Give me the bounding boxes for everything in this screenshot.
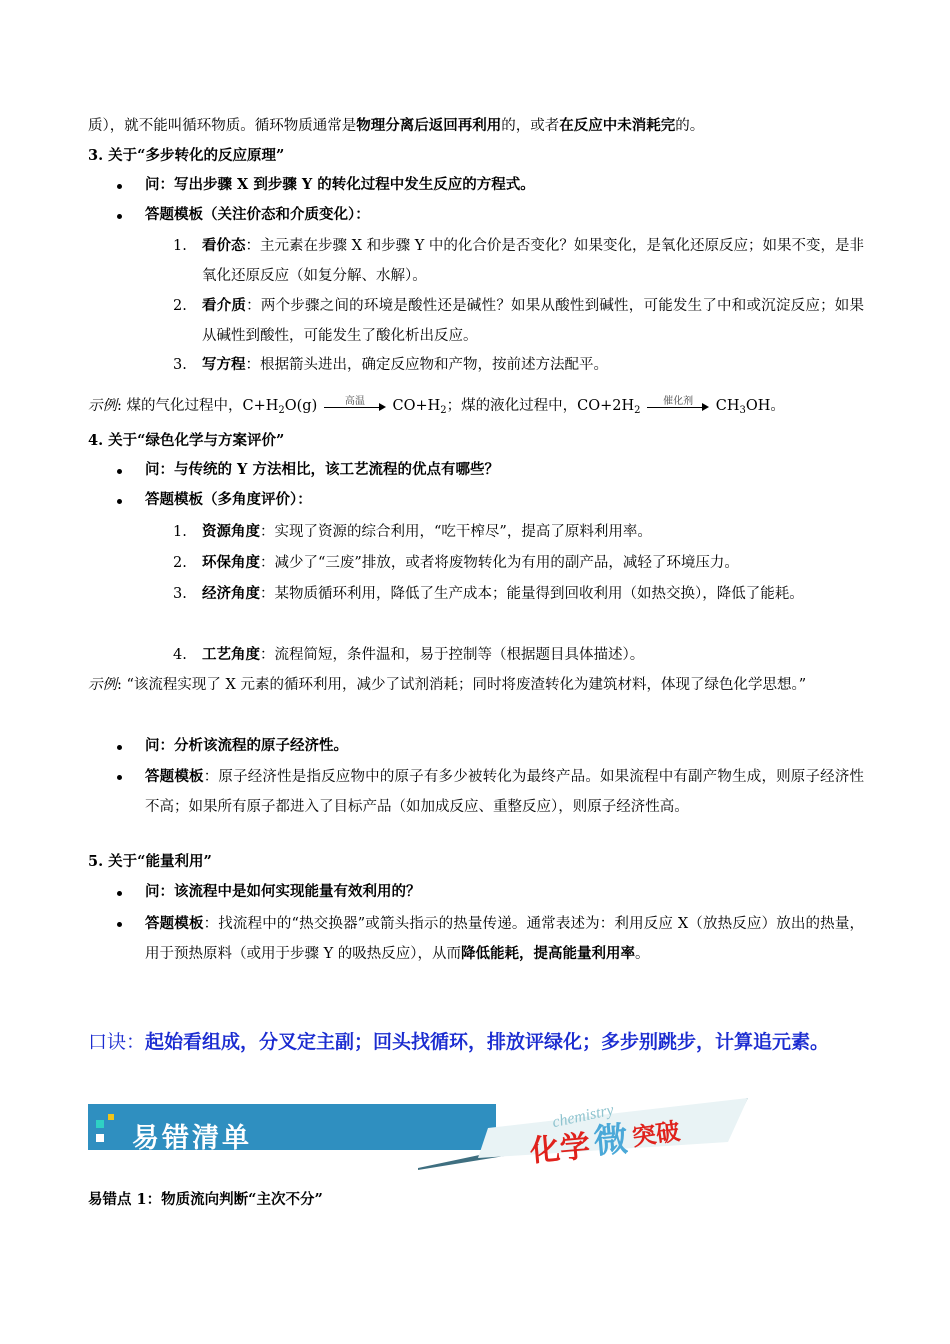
template-atom-economy xyxy=(145,762,864,822)
list-number: 3. xyxy=(173,586,187,602)
item-key: 环保角度 xyxy=(202,554,260,571)
list-number: 3. xyxy=(173,357,187,373)
text: 质），就不能叫循环物质。循环物质通常是 xyxy=(88,118,357,134)
list-item xyxy=(202,579,864,609)
item-text: ：找流程中的“热交换器”或箭头指示的热量传递。通常表述为：利用反应 X（放热反应）放出的热量，用于预热原料（或用于步骤 Y 的吸热反应），从而 xyxy=(145,916,864,962)
list-number: 1. xyxy=(173,524,187,540)
bold-text: 物理分离后返回再利用 xyxy=(356,117,502,134)
error-point-1: 易错点 1：物质流向判断“主次不分” xyxy=(88,1191,323,1208)
list-item xyxy=(202,350,864,380)
text: 的，或者 xyxy=(501,118,560,134)
mnemonic-label: 口诀： xyxy=(88,1031,146,1053)
reaction-condition: 高温 xyxy=(344,396,365,407)
template-energy xyxy=(145,909,864,969)
template-3-heading: 答题模板（关注价态和介质变化）： xyxy=(145,206,370,223)
text: O(g) xyxy=(284,398,318,414)
bullet-icon xyxy=(117,922,122,927)
bullet-icon xyxy=(117,775,122,780)
example-label: 示例 xyxy=(88,677,117,693)
bold-text: 在反应中未消耗完 xyxy=(559,117,676,134)
mnemonic-text: 起始看组成，分叉定主副；回头找循环，排放评绿化；多步别跳步，计算追元素。 xyxy=(145,1031,830,1053)
subscript: 2 xyxy=(440,405,447,416)
list-item xyxy=(202,231,864,291)
item-text: ：原子经济性是指反应物中的原子有多少被转化为最终产品。如果流程中有副产物生成，则原子经济性不高；如果所有原子都进入了目标产品（如加成反应、重整反应），则原子经济性高。 xyxy=(145,769,865,815)
question-4: 问：与传统的 Y 方法相比，该工艺流程的优点有哪些？ xyxy=(145,461,499,478)
bullet-icon xyxy=(117,184,122,189)
bullet-icon xyxy=(117,891,122,896)
item-text: ：减少了“三废”排放，或者将废物转化为有用的副产品，减轻了环境压力。 xyxy=(260,555,739,571)
item-text: ：某物质循环利用，降低了生产成本；能量得到回收利用（如热交换），降低了能耗。 xyxy=(260,586,804,602)
subscript: 2 xyxy=(634,405,641,416)
subscript: 3 xyxy=(739,405,746,416)
banner-title: 易错清单 xyxy=(132,1123,252,1154)
section-banner xyxy=(88,1098,748,1170)
bullet-icon xyxy=(117,214,122,219)
list-item xyxy=(202,548,864,578)
item-key: 资源角度 xyxy=(202,523,260,540)
text: ；煤的液化过程中，CO+2H xyxy=(446,398,635,414)
bold-text: 降低能耗 xyxy=(461,945,520,962)
item-text: ：实现了资源的综合利用，“吃干榨尽”，提高了原料利用率。 xyxy=(260,524,652,540)
item-key: 看介质 xyxy=(202,297,247,314)
list-number: 4. xyxy=(173,647,187,663)
text: CO+H xyxy=(392,398,441,414)
text: 的。 xyxy=(675,118,705,134)
question-3: 问：写出步骤 X 到步骤 Y 的转化过程中发生反应的方程式。 xyxy=(145,176,535,193)
logo-tail: 突破 xyxy=(630,1117,682,1152)
item-key: 写方程 xyxy=(202,356,246,373)
subscript: 2 xyxy=(278,405,285,416)
text: 。 xyxy=(635,946,650,962)
paragraph-circulation xyxy=(88,116,704,136)
reaction-arrow-icon xyxy=(322,396,388,416)
list-number: 2. xyxy=(173,298,187,314)
text: : “该流程实现了 X 元素的循环利用，减少了试剂消耗；同时将废渣转化为建筑材料，体现了绿色化学思想。” xyxy=(117,677,807,693)
item-key: 答题模板 xyxy=(145,768,204,785)
list-item xyxy=(202,291,864,351)
text: CH xyxy=(715,398,740,414)
reaction-condition: 催化剂 xyxy=(663,396,694,407)
logo-wei: 微 xyxy=(592,1119,630,1163)
item-text: ：根据箭头进出，确定反应物和产物，按前述方法配平。 xyxy=(245,357,608,373)
template-4-heading: 答题模板（多角度评价）： xyxy=(145,491,312,508)
bullet-icon xyxy=(117,745,122,750)
bullet-icon xyxy=(117,469,122,474)
item-key: 看价态 xyxy=(202,237,246,254)
text: : 煤的气化过程中，C+H xyxy=(117,398,279,414)
mnemonic xyxy=(88,1024,903,1060)
logo-script: chemistry xyxy=(550,1101,616,1132)
text: OH。 xyxy=(745,398,785,414)
item-key: 答题模板 xyxy=(145,915,204,932)
section-3-heading: 3. 关于“多步转化的反应原理” xyxy=(88,147,285,164)
list-number: 2. xyxy=(173,555,187,571)
list-number: 1. xyxy=(173,238,187,254)
item-text: ：主元素在步骤 X 和步骤 Y 中的化合价是否变化？如果变化，是氧化还原反应；如果不变，是非氧化还原反应（如复分解、水解）。 xyxy=(202,238,865,284)
bold-text: 提高能量利用率 xyxy=(533,945,636,962)
bold-text: ， xyxy=(519,945,534,962)
logo-main: 化学 xyxy=(528,1129,592,1170)
chemistry-logo-icon xyxy=(418,1098,748,1170)
item-text: ：两个步骤之间的环境是酸性还是碱性？如果从酸性到碱性，可能发生了中和或沉淀反应；如果从碱性到酸性，可能发生了酸化析出反应。 xyxy=(202,298,865,344)
item-key: 工艺角度 xyxy=(202,646,260,663)
list-item xyxy=(202,517,864,547)
item-text: ：流程简短，条件温和，易于控制等（根据题目具体描述）。 xyxy=(260,647,645,663)
example-green-chemistry xyxy=(88,670,864,700)
question-atom-economy: 问：分析该流程的原子经济性。 xyxy=(145,737,348,754)
bullet-icon xyxy=(117,499,122,504)
example-label: 示例 xyxy=(88,398,117,414)
list-item xyxy=(202,640,864,670)
question-5: 问：该流程中是如何实现能量有效利用的？ xyxy=(145,883,421,900)
example-equation xyxy=(88,396,785,421)
section-4-heading: 4. 关于“绿色化学与方案评价” xyxy=(88,432,285,449)
item-key: 经济角度 xyxy=(202,585,260,602)
reaction-arrow-icon xyxy=(645,396,711,416)
section-5-heading: 5. 关于“能量利用” xyxy=(88,853,212,870)
